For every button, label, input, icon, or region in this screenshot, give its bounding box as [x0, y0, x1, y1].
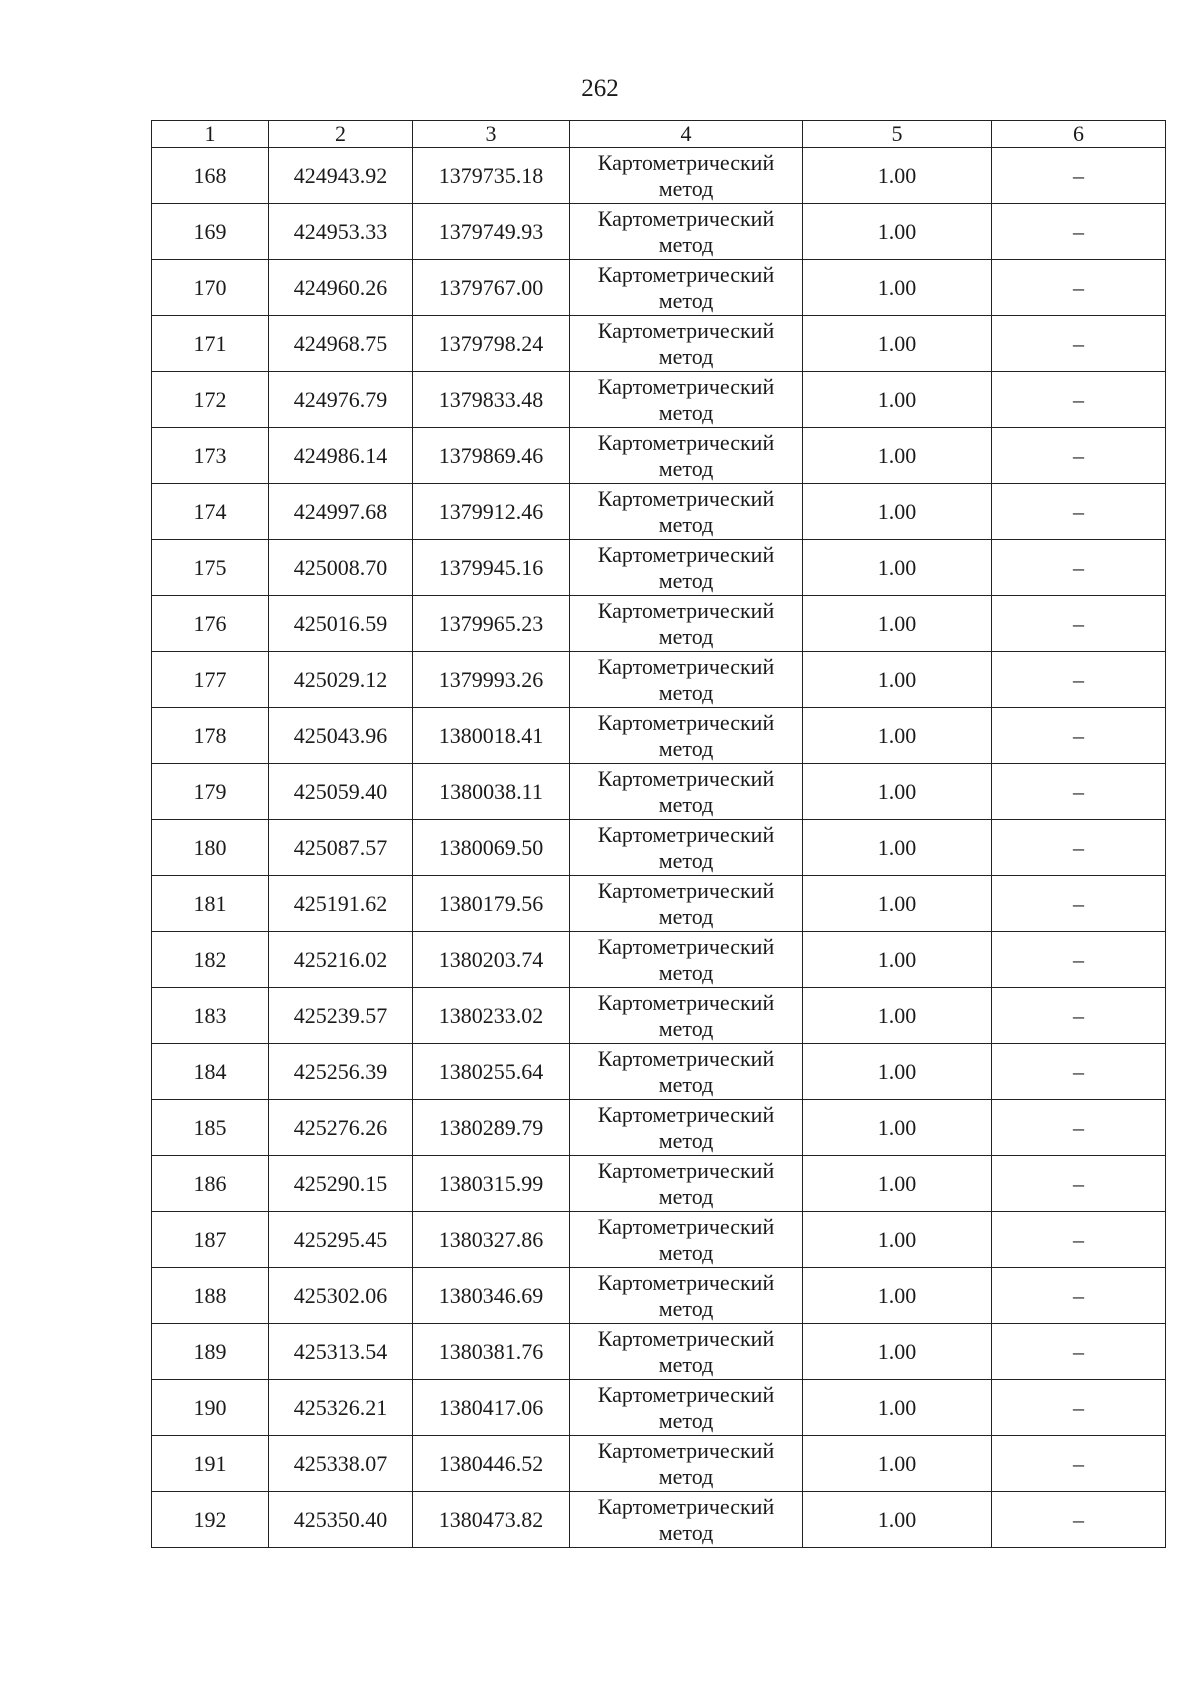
method-cell	[570, 988, 803, 1044]
accuracy-cell: 1.00	[803, 148, 992, 204]
method-line-2: метод	[658, 231, 714, 257]
table-row	[152, 652, 1166, 708]
table-body	[152, 148, 1166, 1548]
y-coordinate-cell: 1380038.11	[413, 764, 570, 820]
accuracy-cell: 1.00	[803, 1212, 992, 1268]
accuracy-cell: 1.00	[803, 820, 992, 876]
point-number-cell: 191	[152, 1436, 269, 1492]
method-cell	[570, 540, 803, 596]
method-cell	[570, 316, 803, 372]
x-coordinate-cell: 425016.59	[269, 596, 413, 652]
x-coordinate-cell: 424976.79	[269, 372, 413, 428]
method-line-2: метод	[658, 399, 714, 425]
x-coordinate-cell: 424986.14	[269, 428, 413, 484]
y-coordinate-cell: 1379735.18	[413, 148, 570, 204]
method-line-2: метод	[658, 1351, 714, 1377]
table-row	[152, 428, 1166, 484]
column-header-1: 1	[152, 121, 269, 148]
note-cell: –	[992, 1212, 1166, 1268]
x-coordinate-cell: 425029.12	[269, 652, 413, 708]
table-row	[152, 1156, 1166, 1212]
x-coordinate-cell: 425326.21	[269, 1380, 413, 1436]
method-line-1: Картометрический	[597, 653, 775, 679]
x-coordinate-cell: 424968.75	[269, 316, 413, 372]
coordinates-table	[151, 120, 1166, 1548]
note-cell: –	[992, 708, 1166, 764]
accuracy-cell: 1.00	[803, 876, 992, 932]
point-number-cell: 172	[152, 372, 269, 428]
y-coordinate-cell: 1379798.24	[413, 316, 570, 372]
method-line-1: Картометрический	[597, 1213, 775, 1239]
y-coordinate-cell: 1379869.46	[413, 428, 570, 484]
y-coordinate-cell: 1379749.93	[413, 204, 570, 260]
accuracy-cell: 1.00	[803, 1156, 992, 1212]
point-number-cell: 181	[152, 876, 269, 932]
y-coordinate-cell: 1380417.06	[413, 1380, 570, 1436]
y-coordinate-cell: 1379767.00	[413, 260, 570, 316]
table-row	[152, 820, 1166, 876]
x-coordinate-cell: 425256.39	[269, 1044, 413, 1100]
method-cell	[570, 372, 803, 428]
method-line-2: метод	[658, 1295, 714, 1321]
method-line-1: Картометрический	[597, 1045, 775, 1071]
method-line-2: метод	[658, 1407, 714, 1433]
x-coordinate-cell: 425008.70	[269, 540, 413, 596]
note-cell: –	[992, 652, 1166, 708]
x-coordinate-cell: 425350.40	[269, 1492, 413, 1548]
point-number-cell: 179	[152, 764, 269, 820]
accuracy-cell: 1.00	[803, 484, 992, 540]
accuracy-cell: 1.00	[803, 428, 992, 484]
y-coordinate-cell: 1380018.41	[413, 708, 570, 764]
y-coordinate-cell: 1380289.79	[413, 1100, 570, 1156]
x-coordinate-cell: 425290.15	[269, 1156, 413, 1212]
method-line-1: Картометрический	[597, 933, 775, 959]
page-number: 262	[581, 75, 619, 102]
x-coordinate-cell: 424997.68	[269, 484, 413, 540]
table-row	[152, 1044, 1166, 1100]
point-number-cell: 188	[152, 1268, 269, 1324]
method-line-1: Картометрический	[597, 1381, 775, 1407]
note-cell: –	[992, 1436, 1166, 1492]
method-cell	[570, 1324, 803, 1380]
y-coordinate-cell: 1379993.26	[413, 652, 570, 708]
table-row	[152, 1324, 1166, 1380]
note-cell: –	[992, 540, 1166, 596]
method-line-2: метод	[658, 1183, 714, 1209]
y-coordinate-cell: 1380179.56	[413, 876, 570, 932]
note-cell: –	[992, 1156, 1166, 1212]
point-number-cell: 183	[152, 988, 269, 1044]
y-coordinate-cell: 1379833.48	[413, 372, 570, 428]
method-line-1: Картометрический	[597, 1493, 775, 1519]
point-number-cell: 173	[152, 428, 269, 484]
note-cell: –	[992, 1100, 1166, 1156]
table-row	[152, 708, 1166, 764]
method-line-2: метод	[658, 903, 714, 929]
method-cell	[570, 1156, 803, 1212]
x-coordinate-cell: 425087.57	[269, 820, 413, 876]
y-coordinate-cell: 1380446.52	[413, 1436, 570, 1492]
point-number-cell: 187	[152, 1212, 269, 1268]
note-cell: –	[992, 260, 1166, 316]
method-line-2: метод	[658, 343, 714, 369]
note-cell: –	[992, 932, 1166, 988]
method-line-1: Картометрический	[597, 1269, 775, 1295]
method-cell	[570, 1380, 803, 1436]
method-cell	[570, 1436, 803, 1492]
x-coordinate-cell: 425216.02	[269, 932, 413, 988]
column-header-6: 6	[992, 121, 1166, 148]
y-coordinate-cell: 1380069.50	[413, 820, 570, 876]
y-coordinate-cell: 1380203.74	[413, 932, 570, 988]
note-cell: –	[992, 1268, 1166, 1324]
x-coordinate-cell: 425313.54	[269, 1324, 413, 1380]
method-cell	[570, 484, 803, 540]
table-row	[152, 1436, 1166, 1492]
method-line-2: метод	[658, 1239, 714, 1265]
point-number-cell: 168	[152, 148, 269, 204]
table-row	[152, 204, 1166, 260]
y-coordinate-cell: 1380327.86	[413, 1212, 570, 1268]
accuracy-cell: 1.00	[803, 1268, 992, 1324]
table-row	[152, 1380, 1166, 1436]
table-row	[152, 988, 1166, 1044]
point-number-cell: 170	[152, 260, 269, 316]
method-line-2: метод	[658, 511, 714, 537]
note-cell: –	[992, 1380, 1166, 1436]
note-cell: –	[992, 372, 1166, 428]
method-line-1: Картометрический	[597, 989, 775, 1015]
method-line-1: Картометрический	[597, 317, 775, 343]
note-cell: –	[992, 1492, 1166, 1548]
point-number-cell: 174	[152, 484, 269, 540]
point-number-cell: 178	[152, 708, 269, 764]
method-cell	[570, 204, 803, 260]
method-cell	[570, 764, 803, 820]
method-cell	[570, 1268, 803, 1324]
accuracy-cell: 1.00	[803, 988, 992, 1044]
method-line-2: метод	[658, 175, 714, 201]
y-coordinate-cell: 1380255.64	[413, 1044, 570, 1100]
y-coordinate-cell: 1380381.76	[413, 1324, 570, 1380]
table-row	[152, 260, 1166, 316]
table-row	[152, 764, 1166, 820]
x-coordinate-cell: 424943.92	[269, 148, 413, 204]
method-line-2: метод	[658, 455, 714, 481]
y-coordinate-cell: 1380315.99	[413, 1156, 570, 1212]
point-number-cell: 176	[152, 596, 269, 652]
accuracy-cell: 1.00	[803, 316, 992, 372]
accuracy-cell: 1.00	[803, 372, 992, 428]
table-row	[152, 596, 1166, 652]
y-coordinate-cell: 1379912.46	[413, 484, 570, 540]
method-line-2: метод	[658, 735, 714, 761]
column-header-5: 5	[803, 121, 992, 148]
note-cell: –	[992, 148, 1166, 204]
method-line-2: метод	[658, 791, 714, 817]
point-number-cell: 182	[152, 932, 269, 988]
point-number-cell: 185	[152, 1100, 269, 1156]
point-number-cell: 180	[152, 820, 269, 876]
note-cell: –	[992, 876, 1166, 932]
note-cell: –	[992, 1044, 1166, 1100]
method-line-2: метод	[658, 623, 714, 649]
method-cell	[570, 652, 803, 708]
method-cell	[570, 932, 803, 988]
table-row	[152, 1492, 1166, 1548]
method-cell	[570, 596, 803, 652]
accuracy-cell: 1.00	[803, 1324, 992, 1380]
column-header-3: 3	[413, 121, 570, 148]
method-cell	[570, 260, 803, 316]
point-number-cell: 171	[152, 316, 269, 372]
method-line-2: метод	[658, 1015, 714, 1041]
x-coordinate-cell: 425276.26	[269, 1100, 413, 1156]
y-coordinate-cell: 1379965.23	[413, 596, 570, 652]
method-line-1: Картометрический	[597, 541, 775, 567]
method-line-2: метод	[658, 679, 714, 705]
accuracy-cell: 1.00	[803, 260, 992, 316]
method-line-1: Картометрический	[597, 1437, 775, 1463]
note-cell: –	[992, 988, 1166, 1044]
method-cell	[570, 876, 803, 932]
table-header-row	[152, 121, 1166, 148]
note-cell: –	[992, 428, 1166, 484]
method-cell	[570, 708, 803, 764]
table-row	[152, 540, 1166, 596]
method-cell	[570, 428, 803, 484]
table-row	[152, 1212, 1166, 1268]
table-row	[152, 932, 1166, 988]
accuracy-cell: 1.00	[803, 1100, 992, 1156]
y-coordinate-cell: 1379945.16	[413, 540, 570, 596]
x-coordinate-cell: 424960.26	[269, 260, 413, 316]
table-row	[152, 1268, 1166, 1324]
column-header-2: 2	[269, 121, 413, 148]
note-cell: –	[992, 596, 1166, 652]
note-cell: –	[992, 820, 1166, 876]
y-coordinate-cell: 1380473.82	[413, 1492, 570, 1548]
table-row	[152, 316, 1166, 372]
accuracy-cell: 1.00	[803, 1380, 992, 1436]
note-cell: –	[992, 484, 1166, 540]
method-line-2: метод	[658, 1127, 714, 1153]
method-line-1: Картометрический	[597, 1101, 775, 1127]
note-cell: –	[992, 764, 1166, 820]
method-line-2: метод	[658, 847, 714, 873]
table-row	[152, 372, 1166, 428]
table-row	[152, 484, 1166, 540]
x-coordinate-cell: 424953.33	[269, 204, 413, 260]
method-line-2: метод	[658, 567, 714, 593]
method-cell	[570, 1212, 803, 1268]
point-number-cell: 169	[152, 204, 269, 260]
method-line-1: Картометрический	[597, 373, 775, 399]
method-cell	[570, 148, 803, 204]
method-line-1: Картометрический	[597, 821, 775, 847]
point-number-cell: 186	[152, 1156, 269, 1212]
x-coordinate-cell: 425191.62	[269, 876, 413, 932]
note-cell: –	[992, 204, 1166, 260]
accuracy-cell: 1.00	[803, 1044, 992, 1100]
method-line-2: метод	[658, 1519, 714, 1545]
accuracy-cell: 1.00	[803, 1492, 992, 1548]
table-row	[152, 1100, 1166, 1156]
note-cell: –	[992, 316, 1166, 372]
accuracy-cell: 1.00	[803, 540, 992, 596]
method-line-1: Картометрический	[597, 709, 775, 735]
accuracy-cell: 1.00	[803, 1436, 992, 1492]
accuracy-cell: 1.00	[803, 708, 992, 764]
method-line-1: Картометрический	[597, 485, 775, 511]
method-line-1: Картометрический	[597, 1157, 775, 1183]
accuracy-cell: 1.00	[803, 932, 992, 988]
point-number-cell: 192	[152, 1492, 269, 1548]
x-coordinate-cell: 425239.57	[269, 988, 413, 1044]
point-number-cell: 177	[152, 652, 269, 708]
accuracy-cell: 1.00	[803, 596, 992, 652]
method-cell	[570, 820, 803, 876]
method-cell	[570, 1492, 803, 1548]
y-coordinate-cell: 1380233.02	[413, 988, 570, 1044]
method-line-1: Картометрический	[597, 261, 775, 287]
table-row	[152, 876, 1166, 932]
method-line-1: Картометрический	[597, 597, 775, 623]
x-coordinate-cell: 425295.45	[269, 1212, 413, 1268]
method-cell	[570, 1044, 803, 1100]
method-line-2: метод	[658, 1071, 714, 1097]
method-line-2: метод	[658, 959, 714, 985]
method-cell	[570, 1100, 803, 1156]
method-line-1: Картометрический	[597, 765, 775, 791]
accuracy-cell: 1.00	[803, 764, 992, 820]
method-line-1: Картометрический	[597, 429, 775, 455]
table-row	[152, 148, 1166, 204]
column-header-4: 4	[570, 121, 803, 148]
method-line-2: метод	[658, 287, 714, 313]
x-coordinate-cell: 425059.40	[269, 764, 413, 820]
note-cell: –	[992, 1324, 1166, 1380]
x-coordinate-cell: 425302.06	[269, 1268, 413, 1324]
method-line-1: Картометрический	[597, 205, 775, 231]
accuracy-cell: 1.00	[803, 204, 992, 260]
method-line-1: Картометрический	[597, 149, 775, 175]
x-coordinate-cell: 425338.07	[269, 1436, 413, 1492]
y-coordinate-cell: 1380346.69	[413, 1268, 570, 1324]
point-number-cell: 189	[152, 1324, 269, 1380]
accuracy-cell: 1.00	[803, 652, 992, 708]
method-line-2: метод	[658, 1463, 714, 1489]
method-line-1: Картометрический	[597, 1325, 775, 1351]
point-number-cell: 190	[152, 1380, 269, 1436]
x-coordinate-cell: 425043.96	[269, 708, 413, 764]
point-number-cell: 175	[152, 540, 269, 596]
point-number-cell: 184	[152, 1044, 269, 1100]
method-line-1: Картометрический	[597, 877, 775, 903]
